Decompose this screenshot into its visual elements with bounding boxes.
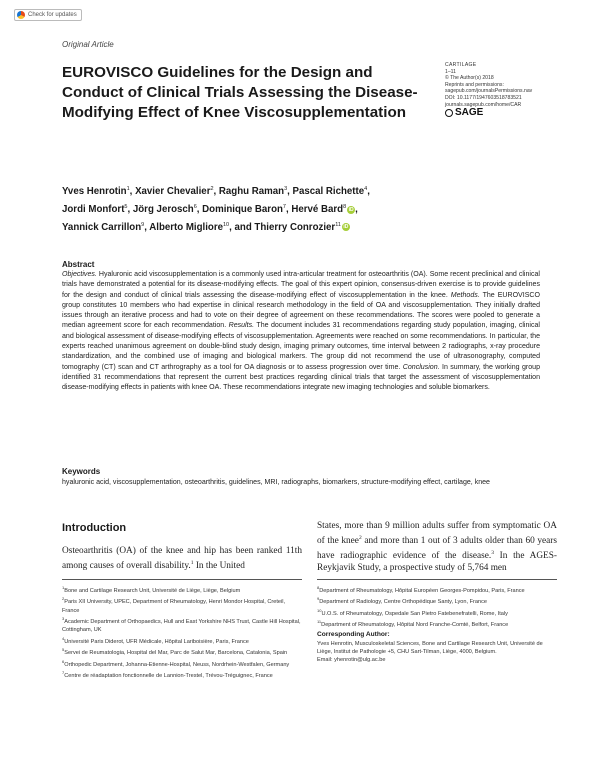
affiliation-number: 7 [62, 670, 65, 676]
author-name: Dominique Baron [202, 204, 283, 216]
affiliation-text: Orthopedic Department, Johanna-Etienne-Hospital, Neuss, Nordrhein-Westfalen, Germany [64, 661, 290, 668]
copyright: © The Author(s) 2018 [445, 75, 494, 82]
affiliation-text: Université Paris Diderot, UFR Médicale, Hôpital Lariboisière, Paris, France [64, 638, 249, 645]
affiliation-number: 2 [62, 596, 65, 602]
affiliations-left [62, 584, 302, 681]
keywords-heading: Keywords [62, 467, 101, 476]
citation-ref[interactable]: 1 [190, 559, 194, 566]
affiliation-item [317, 595, 557, 606]
affiliation-text: U.O.S. of Rheumatology, Ospedale San Pietro Fatebenefratelli, Rome, Italy [321, 610, 508, 617]
author-affiliation-ref: 11 [335, 221, 341, 228]
affiliation-item [317, 584, 557, 595]
author-affiliation-ref: 8 [343, 203, 347, 210]
author-affiliation-ref: 1 [126, 186, 130, 192]
reprints-link[interactable]: sagepub.com/journalsPermissions.nav [445, 88, 533, 95]
author-affiliation-ref: 5 [124, 203, 128, 210]
intro-text: and more than 1 out of 3 adults older than 60 years have radiographic evidence of the disease. [317, 536, 557, 561]
affiliation-number: 1 [62, 585, 65, 590]
author-affiliation-ref: 9 [141, 221, 145, 228]
footnote-divider-right [317, 579, 557, 580]
methods-label: Methods. [450, 291, 480, 299]
corresponding-author-email[interactable]: Email: yhenrotin@ulg.ac.be [317, 657, 386, 664]
sage-logo-icon [445, 109, 453, 117]
reprints-label: Reprints and permissions: [445, 81, 504, 88]
author-affiliation-ref: 10 [223, 221, 230, 228]
abstract-heading: Abstract [62, 260, 95, 269]
author-affiliation-ref: 2 [210, 186, 214, 192]
author-affiliation-ref: 7 [282, 203, 286, 210]
author-name: and Thierry Conrozier [234, 221, 336, 233]
affiliation-number: 10 [317, 607, 322, 613]
keywords-text: hyaluronic acid, viscosupplementation, osteoarthritis, guidelines, MRI, radiographs, biomarkers, structure-modifying effect, cartilage, knee [62, 479, 490, 486]
author-affiliation-ref: 4 [364, 186, 368, 192]
results-label: Results. [228, 322, 255, 330]
journal-metadata [445, 62, 595, 117]
affiliation-text: Servei de Reumatologia, Hospital del Mar, Parc de Salut Mar, Barcelona, Catalonia, Spain [64, 650, 288, 657]
author-affiliation-ref: 3 [284, 186, 288, 192]
introduction-right-column [317, 521, 557, 575]
author-name: Xavier Chevalier [135, 186, 211, 198]
intro-text: In the United [193, 561, 245, 571]
orcid-icon[interactable]: iD [343, 224, 349, 231]
objectives-label: Objectives. [62, 271, 97, 278]
introduction-left-column [62, 546, 302, 573]
author-name: Pascal Richette [292, 186, 365, 198]
author-name: Yves Henrotin [62, 186, 127, 198]
orcid-icon[interactable]: iD [348, 206, 354, 213]
citation-ref[interactable]: 2 [358, 534, 362, 541]
author-name: Yannick Carrillon [62, 221, 142, 233]
affiliation-text: Bone and Cartilage Research Unit, Université de Liège, Liège, Belgium [64, 587, 241, 594]
affiliation-item [62, 595, 302, 614]
affiliation-number: 3 [62, 616, 65, 622]
author-affiliation-ref: 6 [193, 203, 197, 210]
author-line-3: Yannick Carrillon$^9$, Alberto Migliore$^{10}$, and Thierry Conrozier$^{11}$ iD [62, 221, 349, 233]
conclusion-label: Conclusion. [402, 363, 440, 371]
affiliation-text: Department of Radiology, Centre Orthopédique Santy, Lyon, France [319, 599, 488, 606]
author-name: Alberto Migliore [149, 221, 223, 233]
affiliation-item [62, 635, 302, 646]
author-name: Jordi Monfort [62, 204, 125, 216]
author-name: Hervé Bard [291, 204, 344, 216]
affiliation-text: Centre de réadaptation fonctionnelle de Lannion-Trestel, Trévou-Tréguignec, France [64, 672, 273, 679]
introduction-heading: Introduction [62, 522, 127, 534]
affiliation-item [62, 646, 302, 657]
affiliation-text: Academic Department of Orthopaedics, Hull and East Yorkshire NHS Trust, Castle Hill Hospital, Cottingham, UK [62, 618, 301, 634]
intro-text: In the AGES-Reykjavik Study, a prospective study of 5,764 men [317, 551, 557, 573]
affiliation-item [62, 669, 302, 680]
affiliation-item [62, 615, 302, 634]
journal-link[interactable]: journals.sagepub.com/home/CAR [445, 101, 522, 108]
abstract-body [62, 270, 540, 394]
citation-ref[interactable]: 3 [491, 549, 494, 556]
affiliation-number: 6 [62, 658, 65, 664]
affiliation-number: 9 [317, 596, 320, 602]
affiliation-number: 5 [62, 647, 65, 653]
doi-link[interactable]: DOI: 10.1177/1947603518783521 [445, 94, 522, 101]
methods-text: The EUROVISCO group constitutes 10 members who had expertise in clinical research methodology in the field of OA and viscosupplementation. They initially drafted issues through an iterative process and had to vote on their degree of agreement on these recommendations. The scores were pooled to generate a median agreement score for each recommendation. [62, 291, 540, 330]
article-title: EUROVISCO Guidelines for the Design and Conduct of Clinical Trials Assessing the Disease-Modifying Effect of Knee Viscosupplementation [62, 64, 418, 121]
affiliation-item [317, 618, 557, 629]
badge-label: Check for updates [28, 12, 77, 18]
affiliation-text: Paris XII University, UPEC, Department of Rheumatology, Henri Mondor Hospital, Creteil, France [62, 599, 286, 614]
author-list [62, 182, 462, 235]
publisher-name: SAGE [455, 106, 484, 118]
author-name: Jörg Jerosch [132, 204, 194, 216]
affiliation-text: Department of Rheumatology, Hôpital Nord Franche-Comté, Belfort, France [321, 622, 509, 629]
page-range: 1–11 [445, 68, 456, 75]
conclusion-text: In summary, the working group identified 31 recommendations that represent the current best practices regarding clinical trials that target the assessment of viscosupplementation disease-modifying effects in patients with knee OA. These recommendations integrate new imaging technologies and soluble biomarkers. [62, 363, 540, 392]
corresponding-author-heading: Corresponding Author: [317, 631, 390, 639]
journal-name: CARTILAGE [445, 62, 477, 68]
intro-text: Osteoarthritis (OA) of the knee and hip has been ranked 11th among causes of overall disability. [62, 546, 302, 571]
publisher-logo [445, 106, 595, 118]
check-for-updates-badge[interactable] [14, 9, 82, 21]
affiliation-item [317, 607, 557, 618]
corresponding-author-address: Yves Henrotin, Musculoskeletal Sciences, Bone and Cartilage Research Unit, Université de Liège, Institut de Pathologie +5, CHU Sart-Tilman, Liège, 4000, Belgium. [317, 640, 543, 655]
objectives-text: Hyaluronic acid viscosupplementation is a commonly used intra-articular treatment for osteoarthritis (OA). Some recent preclinical and clinical trials have demonstrated a potential for its disease-modifying effects. The goal of this expert opinion, consensus-driven exercise is to provide guidelines for the design and conduct of clinical trials assessing the disease-modifying effect of viscosupplementation in the knee. [62, 271, 540, 299]
affiliation-text: Department of Rheumatology, Hôpital Européen Georges-Pompidou, Paris, France [319, 587, 525, 594]
affiliation-item [62, 584, 302, 595]
intro-text: States, more than 9 million adults suffer from symptomatic OA of the knee [317, 521, 557, 546]
crossmark-icon [17, 11, 25, 19]
author-name: Raghu Raman [218, 186, 285, 198]
article-type: Original Article [62, 40, 114, 49]
footnote-divider-left [62, 579, 302, 580]
affiliation-number: 11 [317, 619, 322, 625]
affiliation-number: 8 [317, 585, 320, 590]
author-line-1: Yves Henrotin$^1$, Xavier Chevalier$^2$, Raghu Raman$^3$, Pascal Richette$^4$, [62, 186, 370, 198]
affiliation-number: 4 [62, 635, 65, 641]
results-text: The document includes 31 recommendations regarding study population, imaging, clinical and biological assessment of disease-modifying effects of viscosupplementation. Agreements were reached on some recommendations. In particular, the experts reached unanimous agreement on double-blind study design, imaging primary outcomes, time interval between 2 radiographs, x-ray procedure standardization, and the combined use of imaging and biological markers. The group did not recommend the use of ultrasonography, computed tomography (CT) scan and CT arthrography as a tool for OA diagnosis or to assess progression over time. [62, 322, 540, 371]
author-line-2: Jordi Monfort$^5$, Jörg Jerosch$^6$, Dominique Baron$^7$, Hervé Bard$^8$ iD , [62, 203, 358, 216]
affiliations-right [317, 584, 557, 665]
affiliation-item [62, 658, 302, 669]
